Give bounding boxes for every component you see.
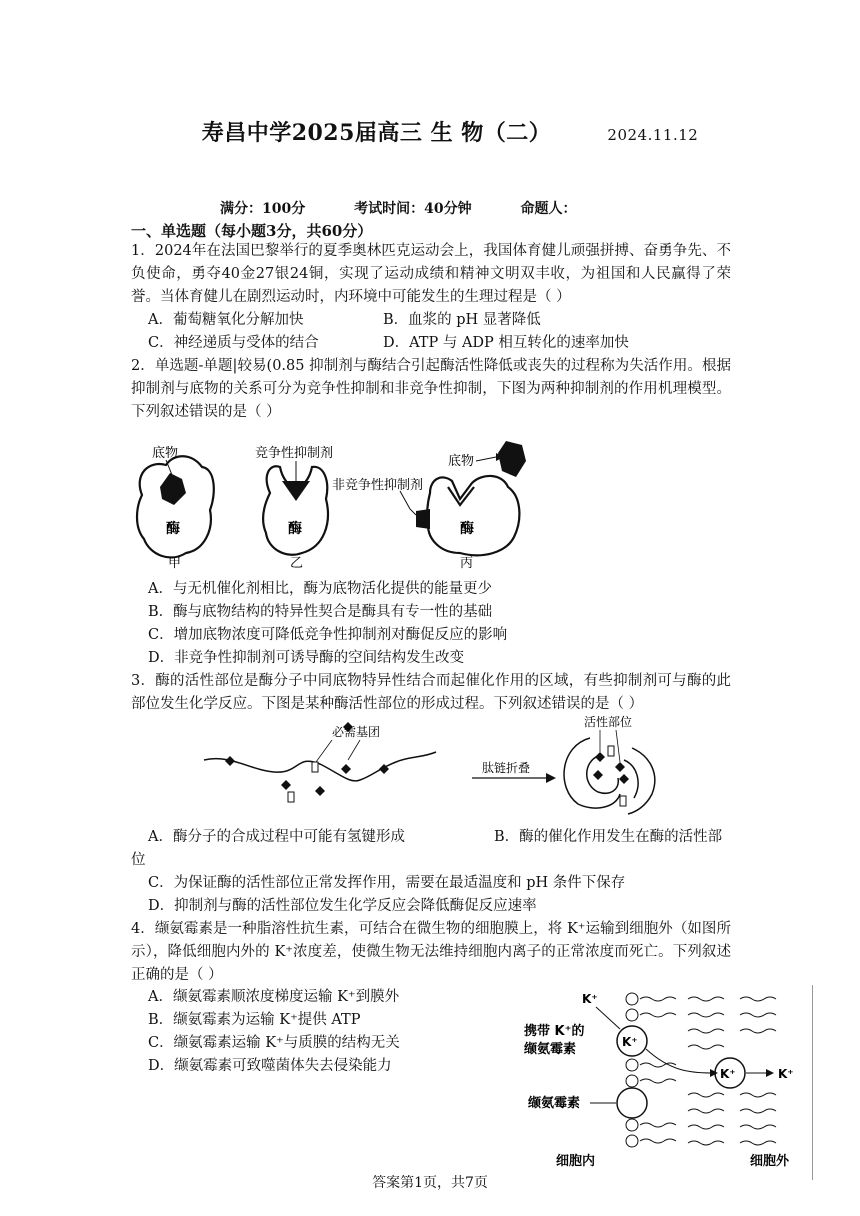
q2-option-b: B．酶与底物结构的特异性契合是酶具有专一性的基础 [148,604,493,620]
group-marker [225,756,235,766]
enzyme-yi-shape [263,466,328,555]
group-marker [341,764,351,774]
q1-option-c: C．神经递质与受体的结合 [148,335,319,351]
group-marker-open [312,762,318,772]
q4-option-c: C．缬氨霉素运输 K⁺与质膜的结构无关 [148,1035,400,1051]
active-group-open [608,746,614,756]
group-marker-open [288,792,294,802]
label-folding: 肽链折叠 [482,761,531,775]
q1-option-d: D．ATP 与 ADP 相互转化的速率加快 [383,335,629,351]
transport-arrow [646,1049,712,1073]
k-exit-arrow-head [766,1069,774,1077]
section-heading: 一、单选题（每小题3分，共60分） [131,222,373,240]
essential-pointer [316,740,332,762]
carrier-label-2: 缬氨霉素 [524,1042,577,1057]
label-bing: 丙 [460,556,474,570]
valinomycin-circle [617,1088,647,1118]
substrate-arrow-line [476,457,496,461]
q4-option-a: A．缬氨霉素顺浓度梯度运输 K⁺到膜外 [148,989,400,1005]
q3-option-d: D．抑制剂与酶的活性部位发生化学反应会降低酶促反应速率 [148,898,537,914]
group-marker [281,780,291,790]
folded-chain-right [628,748,655,814]
label-enzyme-bing: 酶 [460,521,474,537]
k-in-label: K⁺ [582,992,598,1006]
q3-option-a: A．酶分子的合成过程中可能有氢键形成 [148,829,405,845]
competitive-inhibitor-shape [282,481,310,501]
carrier-k-label-2: K⁺ [720,1067,736,1081]
folding-arrow-head [546,773,556,783]
q4-option-b: B．缬氨霉素为运输 K⁺提供 ATP [148,1012,361,1028]
author-label: 命题人： [520,201,577,217]
exam-time: 考试时间：40分钟 [354,201,472,217]
active-group-marker [615,762,625,772]
exam-meta [220,198,620,218]
q2-option-c: C．增加底物浓度可降低竞争性抑制剂对酶促反应的影响 [148,627,508,643]
label-enzyme-jia: 酶 [166,521,180,537]
active-group-marker [619,774,629,784]
page-border-line [812,985,813,1180]
label-enzyme-yi: 酶 [288,521,302,537]
valinomycin-membrane-figure [520,985,810,1175]
bilayer-left [626,993,676,1147]
active-site-figure [200,712,680,817]
exam-title: 寿昌中学2025届高三 生 物（二） [201,120,552,146]
enzyme-jia-shape [137,456,214,557]
q1-option-a: A．葡萄糖氧化分解加快 [148,312,304,328]
active-group-marker [595,752,605,762]
k-entry-arrow [596,1007,620,1029]
released-substrate-shape [498,441,526,477]
label-jia: 甲 [168,556,182,570]
inside-label: 细胞内 [556,1154,596,1169]
q1-option-b: B．血浆的 pH 显著降低 [383,312,541,328]
q2-option-d: D．非竞争性抑制剂可诱导酶的空间结构发生改变 [148,650,465,666]
active-group-marker [593,770,603,780]
substrate-jia-shape [160,473,186,505]
q4-stem: 4．缬氨霉素是一种脂溶性抗生素，可结合在微生物的细胞膜上，将 K⁺运输到细胞外（如图所示），降低细胞内外的 K⁺浓度差，使微生物无法维持细胞内离子的正常浓度而死亡。下列叙述正确的是（ ） [131,921,731,983]
label-substrate: 底物 [152,446,179,461]
label-essential-group: 必需基团 [332,725,381,739]
q4-option-d: D．缬氨霉素可致噬菌体失去侵染能力 [148,1058,392,1074]
label-yi: 乙 [290,556,304,570]
full-score: 满分：100分 [220,201,306,217]
essential-pointer [348,740,360,760]
active-group-open [620,796,626,806]
label-active-site: 活性部位 [584,715,633,729]
page-title [0,116,860,147]
carrier-label-1: 携带 K⁺的 [524,1024,585,1039]
outside-label: 细胞外 [750,1154,790,1169]
q1-stem: 1．2024年在法国巴黎举行的夏季奥林匹克运动会上，我国体育健儿顽强拼搏、奋勇争先、不负使命，勇夺40金27银24铜，实现了运动成绩和精神文明双丰收，为祖国和人民赢得了荣誉。当体育健儿在剧烈运动时，内环境中可能发生的生理过程是（ ） [131,243,731,305]
q2-option-a: A．与无机催化剂相比，酶为底物活化提供的能量更少 [148,581,492,597]
inhibitor-mechanism-figure [130,435,550,570]
q3-option-c: C．为保证酶的活性部位正常发挥作用，需要在最适温度和 pH 条件下保存 [148,875,626,891]
label-substrate-2: 底物 [448,454,475,469]
q3-stem: 3．酶的活性部位是酶分子中同底物特异性结合而起催化作用的区域，有些抑制剂可与酶的此部位发生化学反应。下图是某种酶活性部位的形成过程。下列叙述错误的是（ ） [131,673,731,712]
q3-option-b-cont: 位 [131,852,146,868]
valinomycin-label: 缬氨霉素 [528,1096,581,1111]
label-competitive: 竞争性抑制剂 [255,446,334,461]
carrier-k-label: K⁺ [622,1035,638,1049]
exam-date: 2024.11.12 [607,126,699,144]
q2-stem: 2．单选题-单题|较易(0.85 抑制剂与酶结合引起酶活性降低或丧失的过程称为失活作用。根据抑制剂与底物的关系可分为竞争性抑制和非竞争性抑制，下图为两种抑制剂的作用机理模型。下列叙述错误的是（ ） [131,358,731,420]
group-marker [315,786,325,796]
q3-option-b: B．酶的催化作用发生在酶的活性部 [494,829,723,845]
label-noncompetitive: 非竞争性抑制剂 [332,478,424,493]
k-out-label: K⁺ [778,1067,794,1081]
page-footer: 答案第1页，共7页 [372,1175,488,1191]
active-pointer [616,730,620,762]
noncompetitive-inhibitor-shape [416,509,430,529]
noncompetitive-pointer [400,491,416,515]
